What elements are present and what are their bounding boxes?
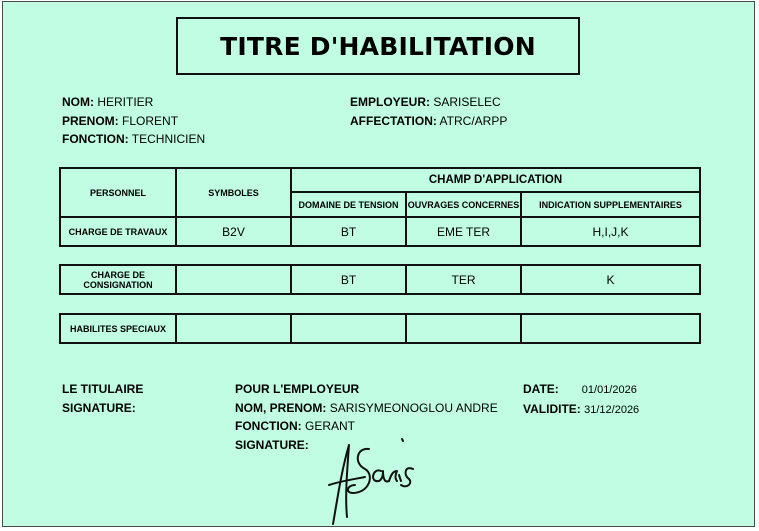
validite-label: VALIDITE: — [523, 401, 581, 416]
table-row — [60, 314, 700, 343]
fonction-label: FONCTION: — [62, 132, 129, 146]
footer-signature-label: SIGNATURE: — [235, 437, 309, 452]
titulaire-label: LE TITULAIRE — [62, 382, 144, 396]
prenom-label: PRENOM: — [62, 113, 119, 128]
handwritten-signature — [325, 427, 420, 527]
header-row — [60, 168, 700, 192]
habilitation-card — [2, 1, 755, 527]
affectation-label: AFFECTATION: — [350, 113, 437, 128]
affectation-value: ATRC/ARPP — [439, 113, 508, 128]
nom-value: HERITIER — [97, 95, 154, 109]
row-indication: K — [521, 265, 700, 294]
row-personnel: HABILITES SPECIAUX — [60, 314, 176, 343]
row-indication — [521, 314, 700, 343]
habilitation-table — [59, 167, 701, 247]
header-symboles: SYMBOLES — [176, 168, 291, 217]
header-personnel: PERSONNEL — [60, 168, 176, 217]
row-indication: H,I,J,K — [521, 217, 700, 246]
prenom-value: FLORENT — [122, 113, 179, 128]
fonction-line — [62, 130, 205, 149]
row-domaine: BT — [291, 265, 406, 294]
employeur-value: SARISELEC — [433, 95, 501, 109]
row-ouvrages: EME TER — [406, 217, 521, 246]
header-champ-application: CHAMP D'APPLICATION — [291, 168, 700, 192]
footer-fonction-label: FONCTION: — [235, 419, 302, 433]
row-ouvrages: TER — [406, 265, 521, 294]
employeur-label: EMPLOYEUR: — [350, 95, 431, 109]
nom-prenom-value: SARISYMEONOGLOU ANDRE — [329, 400, 498, 415]
speciaux-table — [59, 313, 701, 344]
titulaire-signature-label: SIGNATURE: — [62, 400, 136, 415]
row-symboles — [176, 314, 291, 343]
nom-line — [62, 93, 205, 112]
prenom-line — [62, 112, 205, 131]
employer-info — [350, 93, 507, 130]
date-label: DATE: — [523, 382, 559, 396]
date-value: 01/01/2026 — [581, 384, 637, 396]
row-domaine: BT — [291, 217, 406, 246]
nom-label: NOM: — [62, 95, 94, 109]
row-ouvrages — [406, 314, 521, 343]
consignation-table — [59, 264, 701, 295]
footer-fonction-value: GERANT — [305, 419, 356, 433]
header-domaine-tension: DOMAINE DE TENSION — [291, 192, 406, 217]
row-domaine — [291, 314, 406, 343]
nom-prenom-label: NOM, PRENOM: — [235, 400, 327, 415]
dates-block — [523, 380, 639, 419]
validite-value: 31/12/2026 — [584, 403, 640, 416]
table-row — [60, 265, 700, 294]
holder-info — [62, 93, 205, 149]
row-symboles — [176, 265, 291, 294]
titulaire-block — [62, 380, 143, 417]
row-symboles: B2V — [176, 217, 291, 246]
row-personnel: CHARGE DE TRAVAUX — [60, 217, 176, 246]
title-box — [176, 17, 580, 75]
affectation-line — [350, 112, 507, 131]
document-title: TITRE D'HABILITATION — [220, 31, 536, 61]
employeur-line — [350, 93, 507, 112]
header-indication: INDICATION SUPPLEMENTAIRES — [521, 192, 700, 217]
row-personnel: CHARGE DE CONSIGNATION — [60, 265, 176, 294]
table-row — [60, 217, 700, 246]
header-ouvrages-concernes: OUVRAGES CONCERNES — [406, 192, 521, 217]
fonction-value: TECHNICIEN — [131, 132, 206, 146]
pour-employeur-label: POUR L'EMPLOYEUR — [235, 382, 360, 396]
